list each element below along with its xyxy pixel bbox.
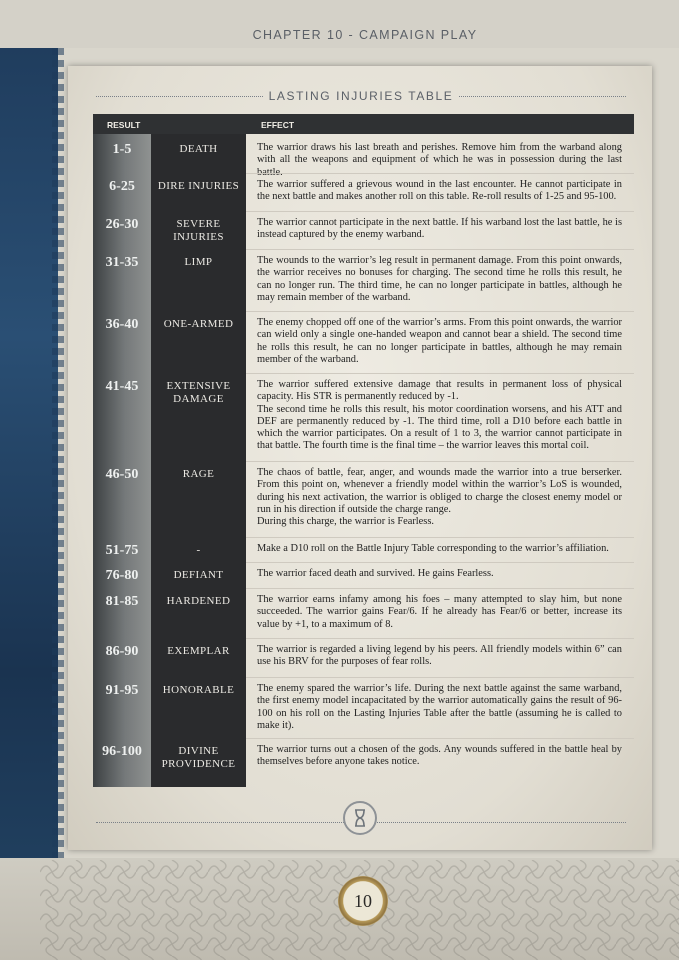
table-title-bar: [96, 86, 626, 106]
row-effect: The chaos of battle, fear, anger, and wounds made the warrior into a true berserker. From this point on, whenever a friendly model within the warrior’s LoS is wounded, during his next activation, the warrior is obliged to charge the closest enemy model or run in his direction if outside the charge range. During this charge, the warrior is Fearless.: [257, 467, 622, 528]
row-name: DEFIANT: [173, 569, 224, 581]
header-effect: EFFECT: [261, 120, 295, 130]
row-name: HARDENED: [166, 595, 231, 607]
title-dotted-rule-right: [459, 96, 626, 97]
row-result: 96-100: [102, 744, 142, 759]
row-separator: [246, 638, 634, 639]
row-result: 6-25: [109, 179, 135, 194]
chapter-heading: CHAPTER 10 - CAMPAIGN PLAY: [252, 28, 478, 42]
row-result: 31-35: [105, 255, 139, 270]
row-result: 41-45: [105, 379, 139, 394]
row-separator: [246, 537, 634, 538]
row-effect: The warrior is regarded a living legend by his peers. All friendly models within 6” can use his BRV for the purposes of fear rolls.: [257, 644, 622, 668]
row-result: 76-80: [105, 568, 139, 583]
row-name: EXEMPLAR: [167, 645, 230, 657]
row-result: 46-50: [105, 467, 139, 482]
page-number: 10: [354, 890, 372, 911]
row-name: DIVINE PROVIDENCE: [161, 745, 236, 770]
hourglass-icon: [343, 801, 377, 835]
row-effect: The warrior suffered a grievous wound in the last encounter. He cannot participate in the next battle and makes another roll on this table. Re-roll results of 1-25 and 95-100.: [257, 179, 622, 203]
row-name: DEATH: [179, 143, 218, 155]
row-separator: [246, 738, 634, 739]
row-separator: [246, 249, 634, 250]
row-name: -: [196, 544, 201, 556]
row-separator: [246, 211, 634, 212]
table-title: LASTING INJURIES TABLE: [268, 89, 454, 103]
row-effect: The warrior earns infamy among his foes – many attempted to slay him, but none succeeded. The warrior gains Fear/6. If he already has Fear/6 or better, increase its value by +1, to a maximum of 8.: [257, 594, 622, 630]
row-name: DIRE INJURIES: [157, 180, 240, 192]
page-number-badge: [338, 876, 388, 926]
row-name: SEVERE INJURIES: [173, 218, 224, 243]
hourglass-glyph: [345, 803, 375, 833]
row-effect: The warrior cannot participate in the next battle. If his warband lost the last battle, he is instead captured by the enemy warband.: [257, 217, 622, 241]
row-separator: [246, 311, 634, 312]
row-separator: [246, 461, 634, 462]
row-effect: Make a D10 roll on the Battle Injury Table corresponding to the warrior’s affiliation.: [257, 543, 609, 554]
row-separator: [246, 173, 634, 174]
row-effect: The enemy chopped off one of the warrior’s arms. From this point onwards, the warrior can wield only a single one-handed weapon and cannot bear a shield. The second time he rolls this result, he can no longer participate in battles, although he may remain member of the warband.: [257, 317, 622, 365]
row-name: ONE-ARMED: [163, 318, 234, 330]
row-result: 26-30: [105, 217, 139, 232]
row-effect: The warrior suffered extensive damage that results in permanent loss of physical capacity. His STR is permanently reduced by -1. The second time he rolls this result, his motor coordination worsens, and his ATT and DEF are permanently reduced by -1. The third time, roll a D10 before each battle in which the warrior participates. On a result of 1 to 3, the warrior cannot participate in that battle. The fourth time is the final time – the warrior leaves this mortal coil.: [257, 379, 622, 452]
row-result: 91-95: [105, 683, 139, 698]
row-name: HONORABLE: [162, 684, 235, 696]
row-separator: [246, 677, 634, 678]
row-effect: The enemy spared the warrior’s life. During the next battle against the same warband, the first enemy model incapacitated by the warrior automatically gains the result of 96-100 on his roll on the Lasting Injuries Table after the battle (assuming he is called to make it).: [257, 683, 622, 731]
row-result: 36-40: [105, 317, 139, 332]
row-separator: [246, 373, 634, 374]
row-result: 51-75: [105, 543, 139, 558]
row-name: RAGE: [182, 468, 215, 480]
row-result: 1-5: [112, 142, 132, 157]
row-name: LIMP: [184, 256, 213, 268]
row-name: EXTENSIVE DAMAGE: [166, 380, 231, 405]
row-separator: [246, 562, 634, 563]
row-effect: The warrior faced death and survived. He gains Fearless.: [257, 568, 494, 579]
header-result: RESULT: [107, 120, 141, 130]
row-effect: The warrior turns out a chosen of the gods. Any wounds suffered in the battle heal by themselves before anyone takes notice.: [257, 744, 622, 768]
row-separator: [246, 588, 634, 589]
row-effect: The warrior draws his last breath and perishes. Remove him from the warband along with all the weapons and equipment of which he was in possession during the last battle.: [257, 142, 622, 178]
table-header-row: [93, 114, 634, 134]
row-result: 81-85: [105, 594, 139, 609]
title-dotted-rule-left: [96, 96, 263, 97]
left-decorative-border: [0, 0, 58, 960]
row-effect: The wounds to the warrior’s leg result in permanent damage. From this point onwards, the warrior receives no bonuses for charging. The second time he rolls this result, he can no longer run. The third time, he can no longer participate in battles, although he may remain member of the warband.: [257, 255, 622, 303]
row-result: 86-90: [105, 644, 139, 659]
